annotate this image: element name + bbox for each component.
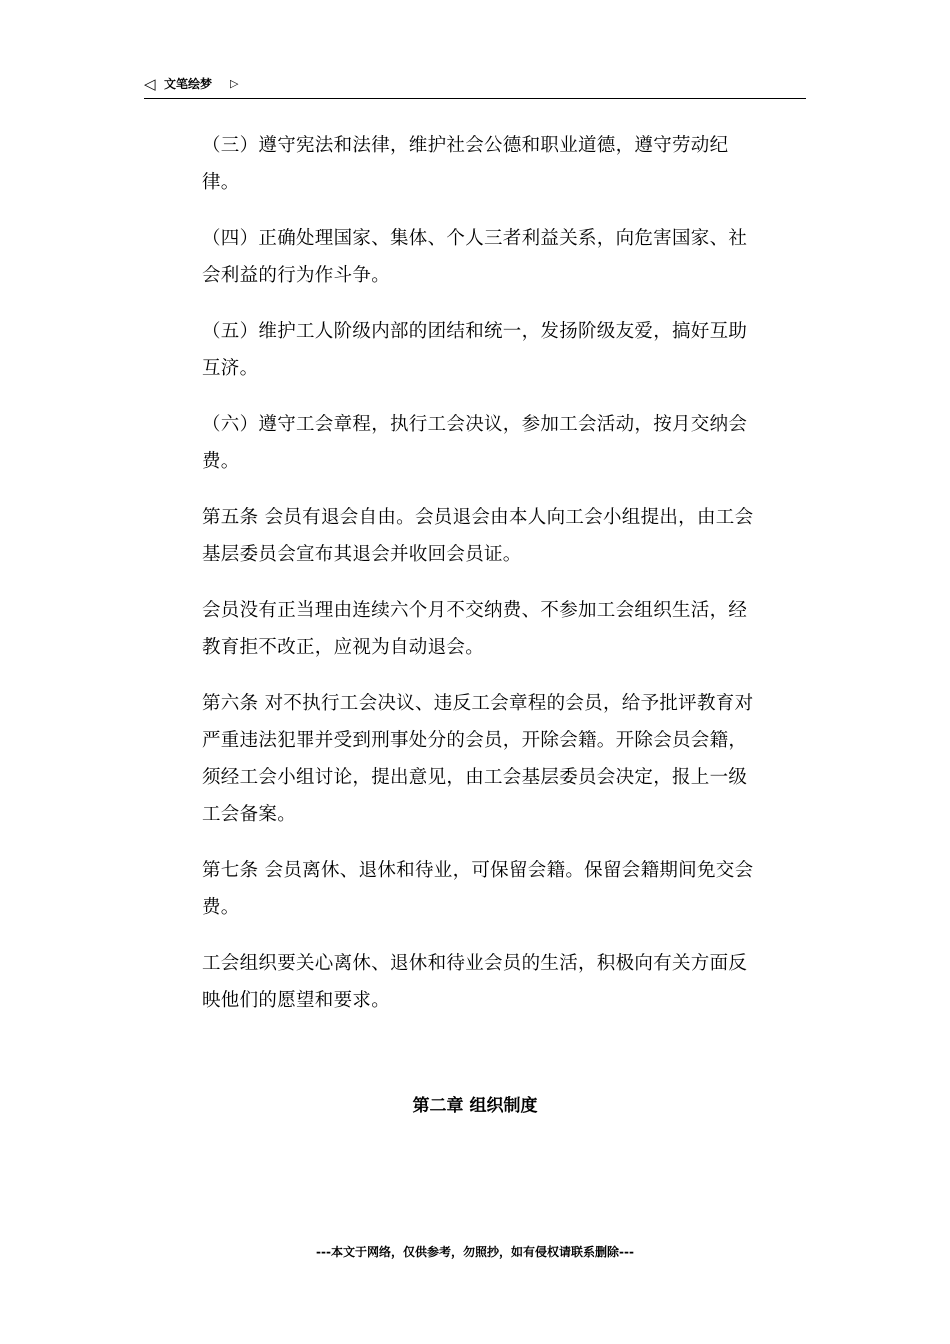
paragraph-article-6: 第六条 对不执行工会决议、违反工会章程的会员，给予批评教育对严重违法犯罪并受到刑事处分的会员，开除会籍。开除会员会籍，须经工会小组讨论，提出意见，由工会基层委员会决定，报上一级工会备案。 xyxy=(202,693,754,825)
paragraph-article-5: 第五条 会员有退会自由。会员退会由本人向工会小组提出，由工会基层委员会宣布其退会并收回会员证。 xyxy=(202,507,754,565)
paragraph-auto-withdrawal: 会员没有正当理由连续六个月不交纳费、不参加工会组织生活，经教育拒不改正，应视为自动退会。 xyxy=(202,600,748,658)
paragraph-clause-6: （六）遵守工会章程，执行工会决议，参加工会活动，按月交纳会费。 xyxy=(202,414,748,472)
paragraph-clause-5: （五）维护工人阶级内部的团结和统一，发扬阶级友爱，搞好互助互济。 xyxy=(202,321,748,379)
left-triangle-icon: ◁ xyxy=(144,75,156,93)
paragraph-article-7: 第七条 会员离休、退休和待业，可保留会籍。保留会籍期间免交会费。 xyxy=(202,860,754,918)
paragraph-clause-4: （四）正确处理国家、集体、个人三者利益关系，向危害国家、社会利益的行为作斗争。 xyxy=(202,228,748,286)
document-body xyxy=(202,127,762,1038)
paragraph-retiree-care: 工会组织要关心离休、退休和待业会员的生活，积极向有关方面反映他们的愿望和要求。 xyxy=(202,953,748,1011)
page-header xyxy=(144,74,806,99)
page-footer: ---本文于网络，仅供参考，勿照抄，如有侵权请联系删除--- xyxy=(316,1245,634,1259)
right-triangle-icon: ▷ xyxy=(230,77,239,90)
header-brand: 文笔绘梦 xyxy=(164,77,213,91)
chapter-title: 第二章 组织制度 xyxy=(412,1096,538,1116)
paragraph-clause-3: （三）遵守宪法和法律，维护社会公德和职业道德，遵守劳动纪律。 xyxy=(202,135,729,193)
